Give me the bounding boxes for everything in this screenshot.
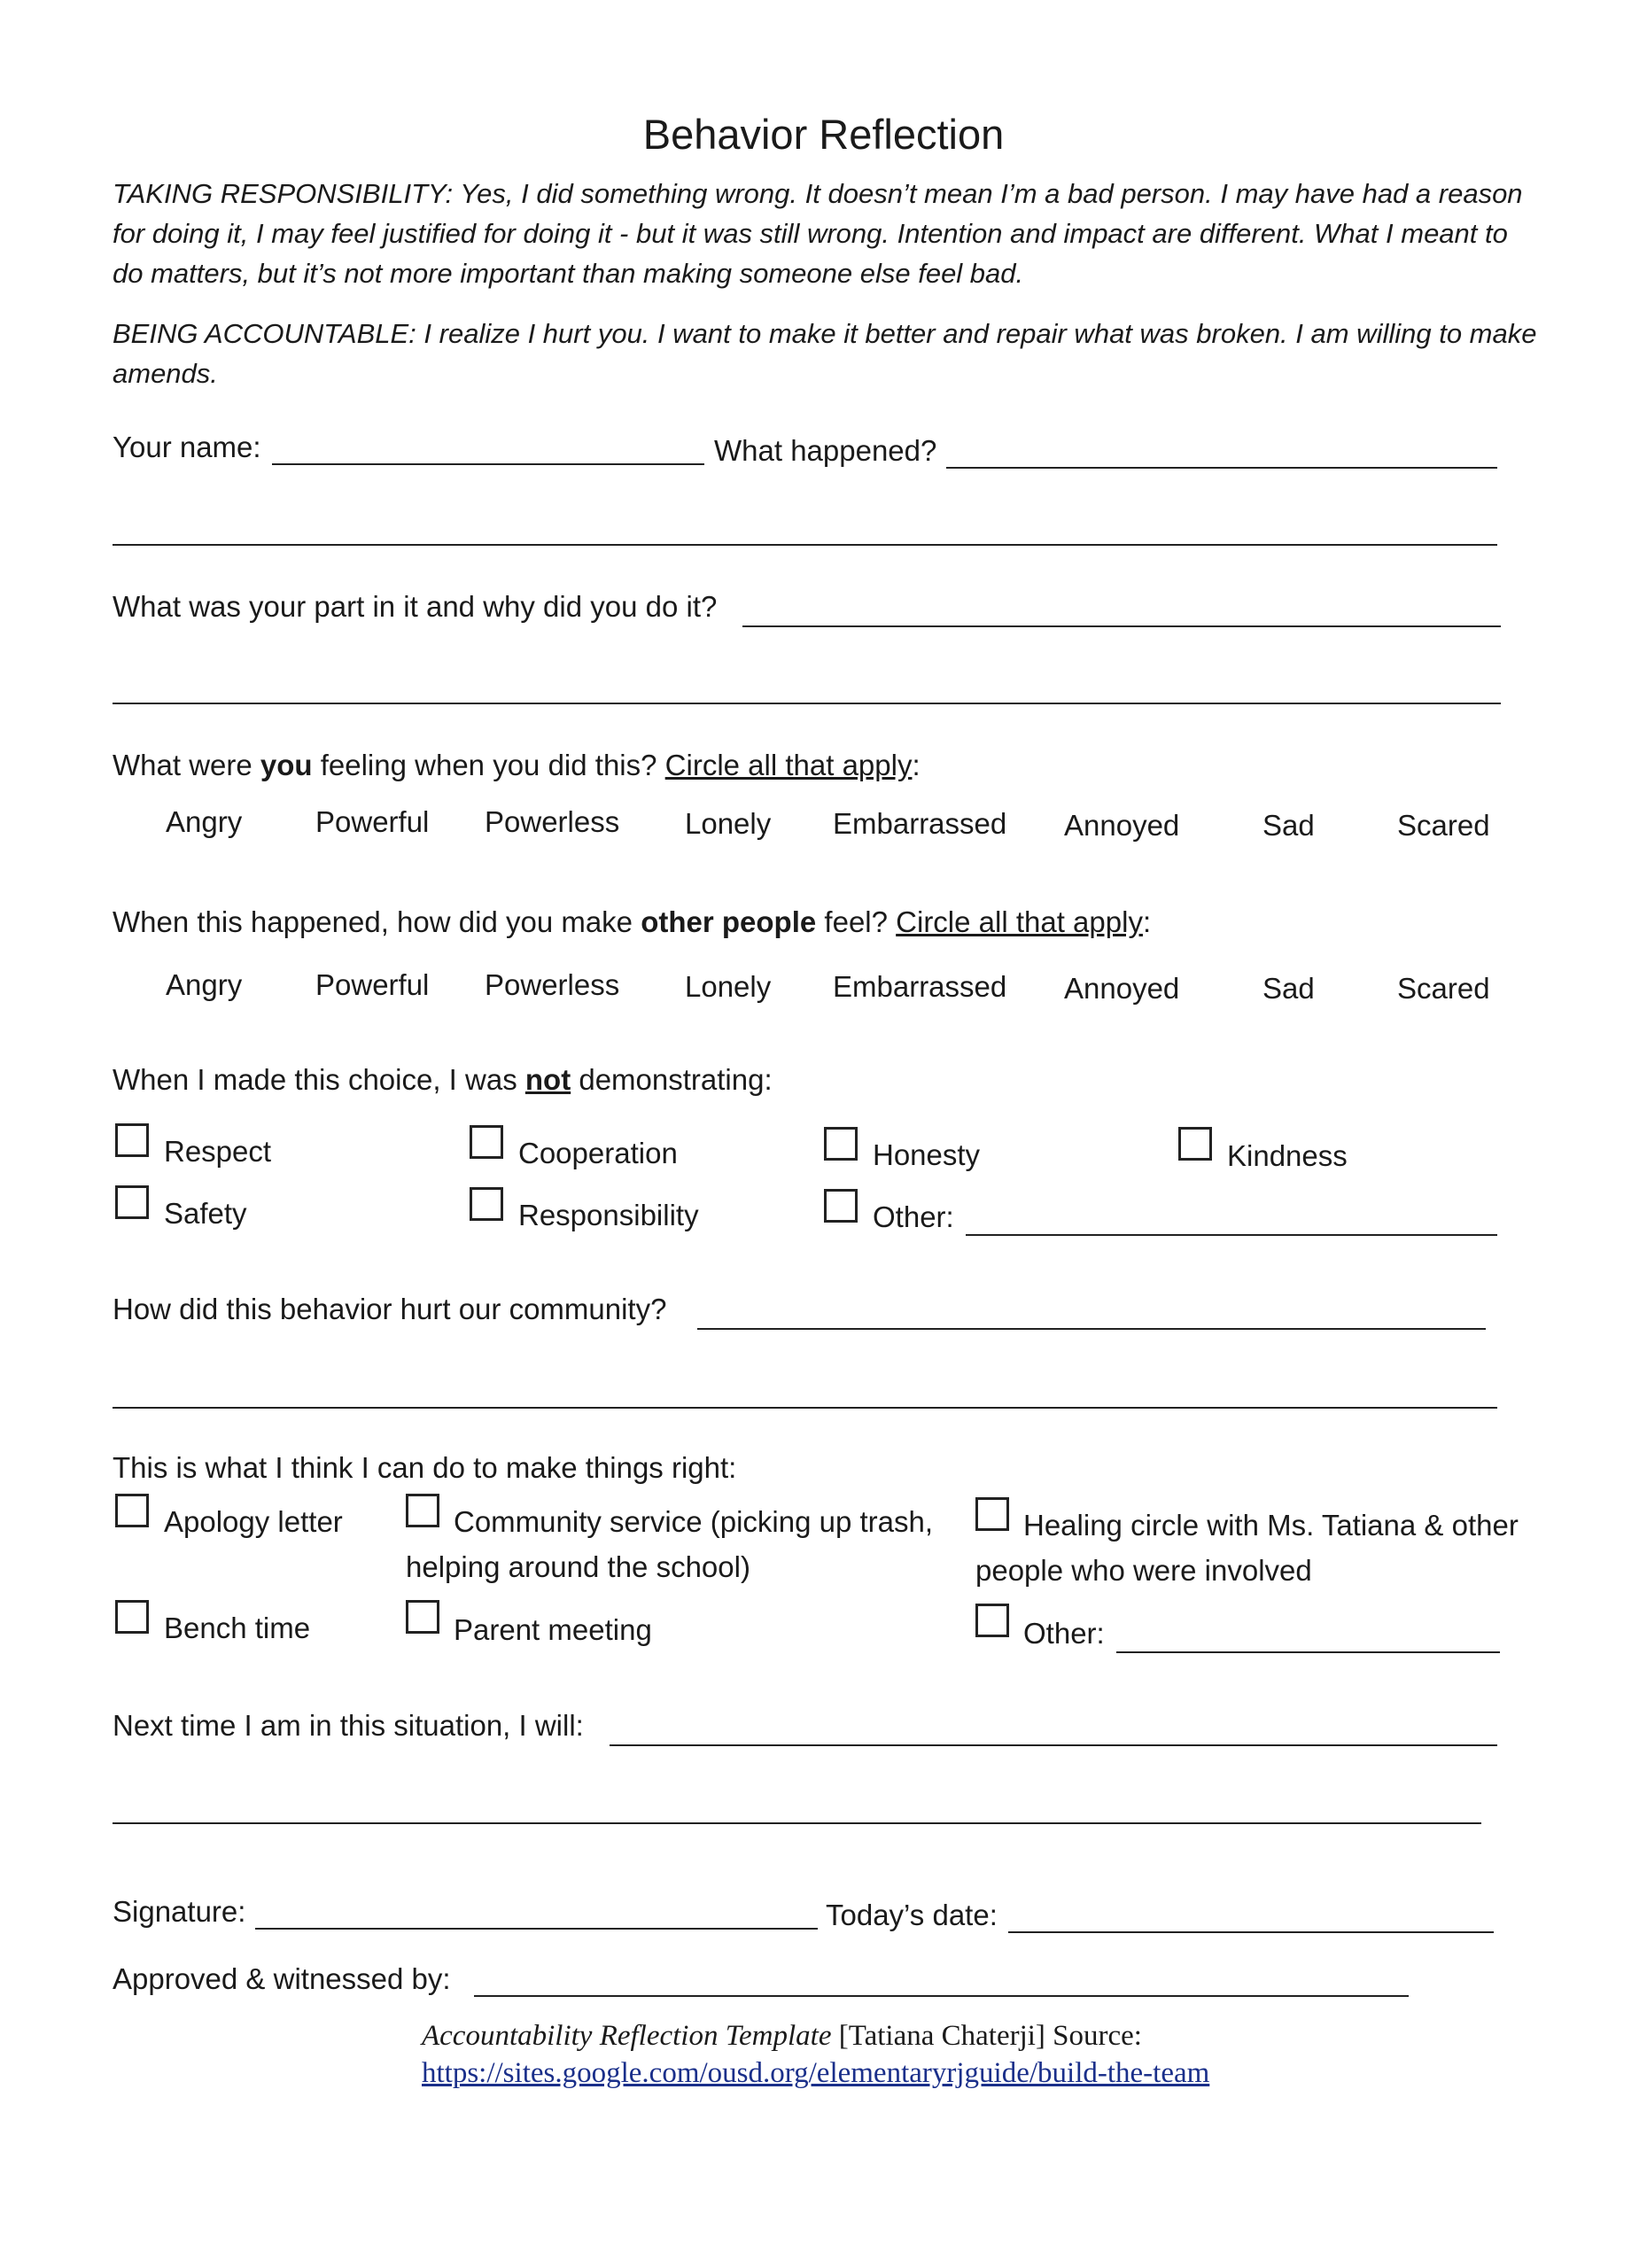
feelings-others-emphasis: other people (641, 905, 817, 938)
your-part-line[interactable] (742, 625, 1501, 627)
page-title: Behavior Reflection (642, 111, 1005, 158)
respect-label: Respect (164, 1135, 272, 1168)
being-accountable-paragraph (113, 314, 1539, 393)
emotion-option[interactable]: Embarrassed (833, 807, 1007, 840)
circle-all-instruction: Circle all that apply (896, 905, 1143, 938)
cooperation-label: Cooperation (518, 1137, 678, 1169)
emotion-option[interactable]: Embarrassed (833, 970, 1007, 1003)
emotion-option[interactable]: Powerful (315, 968, 430, 1001)
values-other-line[interactable] (966, 1234, 1497, 1236)
make-right-other-label: Other: (1023, 1617, 1105, 1650)
what-happened-line-2[interactable] (113, 544, 1497, 546)
emotion-option[interactable]: Lonely (685, 970, 772, 1003)
make-right-question: This is what I think I can do to make things right: (113, 1451, 737, 1484)
respect-checkbox[interactable] (115, 1123, 149, 1157)
make-right-other-checkbox[interactable] (975, 1604, 1009, 1637)
responsibility-label: Responsibility (518, 1199, 699, 1231)
being-accountable-text: I realize I hurt you. I want to make it better and repair what was broken. I am willing to make amends. (113, 318, 1537, 389)
todays-date-line[interactable] (1008, 1931, 1494, 1933)
citation-title: Accountability Reflection Template (422, 2020, 832, 2052)
signature-label: Signature: (113, 1895, 246, 1928)
honesty-checkbox[interactable] (824, 1127, 858, 1161)
taking-responsibility-text: Yes, I did something wrong. It doesn’t mean I’m a bad person. I may have had a reason for doing it, I may feel justified for doing it - but it was still wrong. Intention and impact are different. What I meant to do matters, but it’s not more important than making someone else feel bad. (113, 178, 1523, 289)
responsibility-checkbox[interactable] (470, 1187, 503, 1221)
being-accountable-label: BEING ACCOUNTABLE: (113, 318, 416, 349)
emotion-option[interactable]: Angry (166, 805, 243, 838)
next-time-line-2[interactable] (113, 1822, 1481, 1824)
apology-letter-label: Apology letter (164, 1505, 343, 1538)
healing-circle-label: Healing circle with Ms. Tatiana & other (1023, 1509, 1519, 1542)
emotion-option[interactable]: Annoyed (1064, 809, 1180, 842)
what-happened-label: What happened? (714, 434, 937, 467)
what-happened-line[interactable] (946, 467, 1497, 469)
approved-label: Approved & witnessed by: (113, 1962, 451, 1995)
your-part-line-2[interactable] (113, 703, 1501, 704)
feelings-others-question: When this happened, how did you make other people feel? Circle all that apply: (113, 905, 1152, 938)
healing-circle-label-2: people who were involved (975, 1554, 1312, 1587)
next-time-line[interactable] (610, 1744, 1497, 1746)
emotion-option[interactable]: Sad (1262, 972, 1315, 1005)
your-part-label: What was your part in it and why did you do it? (113, 590, 718, 623)
todays-date-label: Today’s date: (826, 1899, 998, 1931)
bench-time-checkbox[interactable] (115, 1600, 149, 1634)
hurt-community-label: How did this behavior hurt our community? (113, 1293, 667, 1325)
emotion-option[interactable]: Powerless (485, 968, 620, 1001)
citation-author: [Tatiana Chaterji] Source: (831, 2020, 1142, 2052)
community-service-label: Community service (picking up trash, (454, 1505, 934, 1538)
values-question: When I made this choice, I was not demonstrating: (113, 1063, 773, 1096)
kindness-checkbox[interactable] (1178, 1127, 1212, 1161)
circle-all-instruction: Circle all that apply (664, 749, 913, 781)
healing-circle-checkbox[interactable] (975, 1497, 1009, 1531)
emotion-option[interactable]: Sad (1262, 809, 1315, 842)
your-name-line[interactable] (272, 463, 704, 465)
approved-line[interactable] (474, 1995, 1409, 1997)
emotion-option[interactable]: Scared (1397, 972, 1490, 1005)
feelings-you-question: What were you feeling when you did this? Circle all that apply: (113, 749, 921, 781)
bench-time-label: Bench time (164, 1612, 311, 1644)
safety-label: Safety (164, 1197, 247, 1230)
values-other-checkbox[interactable] (824, 1189, 858, 1223)
cooperation-checkbox[interactable] (470, 1125, 503, 1159)
parent-meeting-checkbox[interactable] (406, 1600, 439, 1634)
source-link[interactable]: https://sites.google.com/ousd.org/elementaryrjguide/build-the-team (422, 2057, 1210, 2089)
emotion-option[interactable]: Powerful (315, 805, 430, 838)
next-time-label: Next time I am in this situation, I will: (113, 1709, 584, 1742)
values-not-emphasis: not (524, 1063, 571, 1096)
emotion-option[interactable]: Annoyed (1064, 972, 1180, 1005)
taking-responsibility-paragraph (113, 174, 1539, 293)
hurt-community-line-2[interactable] (113, 1407, 1497, 1409)
parent-meeting-label: Parent meeting (454, 1613, 652, 1646)
community-service-label-2: helping around the school) (406, 1550, 750, 1583)
feelings-you-emphasis: you (260, 749, 313, 781)
values-other-label: Other: (873, 1200, 954, 1233)
emotion-option[interactable]: Angry (166, 968, 243, 1001)
safety-checkbox[interactable] (115, 1185, 149, 1219)
emotion-option[interactable]: Powerless (485, 805, 620, 838)
hurt-community-line[interactable] (697, 1328, 1486, 1330)
emotion-option[interactable]: Scared (1397, 809, 1490, 842)
make-right-other-line[interactable] (1116, 1651, 1500, 1653)
source-citation (422, 2020, 1142, 2053)
signature-line[interactable] (255, 1928, 818, 1930)
your-name-label: Your name: (113, 431, 261, 463)
taking-responsibility-label: TAKING RESPONSIBILITY: (113, 178, 454, 209)
emotion-option[interactable]: Lonely (685, 807, 772, 840)
community-service-checkbox[interactable] (406, 1494, 439, 1527)
kindness-label: Kindness (1227, 1139, 1348, 1172)
honesty-label: Honesty (873, 1138, 981, 1171)
apology-letter-checkbox[interactable] (115, 1494, 149, 1527)
